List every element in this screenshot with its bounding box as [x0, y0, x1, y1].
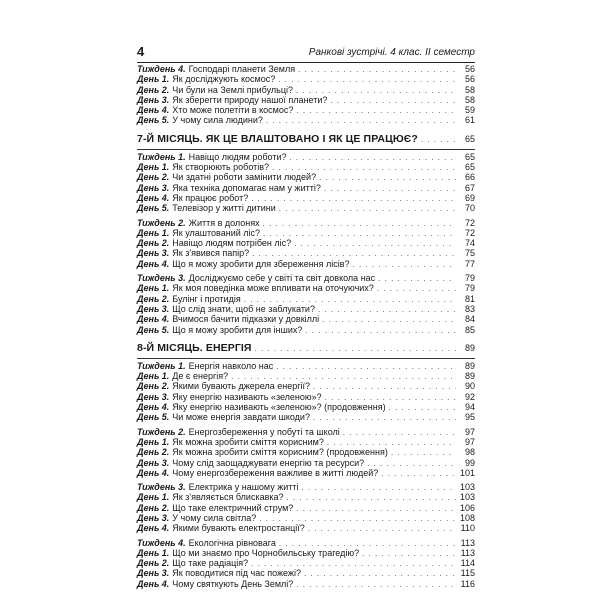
- day-entry: [137, 503, 475, 513]
- day-entry-page: 70: [464, 203, 475, 214]
- day-entry-label: День 4.: [137, 578, 170, 589]
- week-entry-title: Навіщо людям роботи?: [188, 151, 287, 162]
- day-entry: [137, 314, 475, 324]
- day-entry-page: 97: [464, 436, 475, 447]
- day-entry: [137, 468, 475, 478]
- day-entry-page: 113: [460, 547, 475, 558]
- week-entry: [137, 218, 475, 228]
- day-entry-page: 69: [464, 192, 475, 203]
- day-entry-title: Якими бувають джерела енергії?: [172, 381, 311, 392]
- day-entry: [137, 513, 475, 523]
- day-entry-label: День 2.: [137, 558, 170, 569]
- month-title: 7-Й МІСЯЦЬ. ЯК ЦЕ ВЛАШТОВАНО І ЯК ЦЕ ПРАЦЮЄ?: [137, 132, 418, 145]
- leader-dots: [389, 403, 456, 413]
- day-entry-title: Чи здатні роботи замінити людей?: [172, 172, 317, 183]
- week-entry-title: Господарі планети Земля: [188, 64, 296, 74]
- day-entry-title: Що я можу зробити для інших?: [172, 324, 303, 335]
- leader-dots: [294, 239, 456, 249]
- day-entry-label: День 3.: [137, 457, 170, 468]
- day-entry-title: Вчимося бачити підказки у довкіллі: [172, 314, 320, 325]
- day-entry: [137, 85, 475, 95]
- leader-dots: [319, 173, 456, 183]
- week-entry-page: 79: [464, 273, 475, 284]
- leader-dots: [287, 493, 456, 503]
- day-entry-page: 56: [464, 74, 475, 85]
- day-entry: [137, 458, 475, 468]
- leader-dots: [353, 260, 456, 270]
- day-entry-page: 114: [460, 558, 475, 569]
- day-entry-label: День 5.: [137, 115, 170, 126]
- week-entry-page: 113: [460, 537, 475, 548]
- week-entry-page: 103: [459, 482, 475, 493]
- day-entry-page: 84: [464, 314, 475, 325]
- leader-dots: [313, 382, 456, 392]
- day-entry: [137, 437, 475, 447]
- week-entry-title: Екологічна рівновага: [188, 537, 276, 548]
- day-entry-page: 98: [464, 447, 475, 458]
- week-entry-label: Тиждень 2.: [137, 426, 186, 437]
- day-entry-page: 110: [460, 523, 475, 534]
- day-entry-page: 101: [459, 467, 475, 478]
- page-number: 4: [137, 44, 145, 59]
- day-entry-title: Яка техніка допомагає нам у житті?: [172, 182, 321, 193]
- week-entry-label: Тиждень 1.: [137, 151, 186, 162]
- section-divider: [137, 358, 475, 359]
- day-entry-page: 116: [460, 578, 475, 589]
- day-entry-page: 75: [464, 248, 475, 259]
- day-entry-label: День 2.: [137, 172, 170, 183]
- week-entry-title: Енергозбереження у побуті та школі: [188, 426, 340, 437]
- day-entry-label: День 2.: [137, 381, 170, 392]
- day-entry-title: Що ми знаємо про Чорнобильську трагедію?: [172, 547, 360, 558]
- week-entry: [137, 427, 475, 437]
- leader-dots: [298, 65, 456, 75]
- day-entry: [137, 228, 475, 238]
- day-entry: [137, 183, 475, 193]
- day-entry-title: Де є енергія?: [172, 371, 229, 382]
- leader-dots: [362, 549, 456, 559]
- week-entry-label: Тиждень 1.: [137, 360, 186, 371]
- leader-dots: [318, 305, 456, 315]
- day-entry-label: День 5.: [137, 203, 170, 214]
- day-entry: [137, 105, 475, 115]
- day-entry-title: У чому сила світла?: [172, 512, 257, 523]
- day-entry-title: Чи були на Землі прибульці?: [172, 84, 293, 95]
- day-entry-page: 83: [464, 303, 475, 314]
- day-entry-label: День 1.: [137, 371, 170, 382]
- day-entry-label: День 2.: [137, 447, 170, 458]
- day-entry-page: 74: [464, 238, 475, 249]
- day-entry: [137, 325, 475, 335]
- day-entry-title: Як моя поведінка може впливати на оточуючих?: [172, 283, 374, 294]
- leader-dots: [255, 340, 456, 357]
- leader-dots: [296, 106, 456, 116]
- week-entry-label: Тиждень 3.: [137, 273, 186, 284]
- leader-dots: [296, 580, 456, 590]
- day-entry-label: День 3.: [137, 248, 170, 259]
- week-entry-title: Електрика у нашому житті: [188, 482, 299, 493]
- day-entry-title: Як з'являється блискавка?: [172, 492, 284, 503]
- day-entry-label: День 2.: [137, 84, 170, 95]
- week-entry: [137, 538, 475, 548]
- day-entry-title: Що таке електричний струм?: [172, 502, 294, 513]
- day-entry-page: 67: [464, 182, 475, 193]
- day-entry: [137, 95, 475, 105]
- day-entry: [137, 172, 475, 182]
- day-entry-page: 92: [464, 391, 475, 402]
- leader-dots: [378, 274, 456, 284]
- day-entry-page: 61: [464, 115, 475, 126]
- day-entry: [137, 492, 475, 502]
- day-entry: [137, 248, 475, 258]
- day-entry-page: 59: [464, 105, 475, 116]
- day-entry: [137, 412, 475, 422]
- leader-dots: [391, 448, 456, 458]
- day-entry-page: 95: [464, 412, 475, 423]
- day-entry-title: Телевізор у житті дитини: [172, 203, 276, 214]
- day-entry-label: День 3.: [137, 512, 170, 523]
- day-entry-title: Як поводитися під час пожежі?: [172, 568, 301, 579]
- day-entry-page: 103: [459, 492, 475, 503]
- leader-dots: [263, 229, 456, 239]
- month-heading: [137, 131, 475, 148]
- week-entry-page: 72: [464, 217, 475, 228]
- leader-dots: [377, 284, 456, 294]
- leader-dots: [308, 524, 456, 534]
- day-entry-label: День 1.: [137, 492, 170, 503]
- day-entry-label: День 4.: [137, 105, 170, 116]
- day-entry-page: 108: [459, 512, 475, 523]
- day-entry-page: 72: [464, 227, 475, 238]
- day-entry-title: Як створюють роботів?: [172, 162, 270, 173]
- day-entry: [137, 402, 475, 412]
- week-entry: [137, 273, 475, 283]
- day-entry-page: 58: [464, 94, 475, 105]
- month-page: 89: [464, 342, 475, 353]
- day-entry: [137, 548, 475, 558]
- day-entry: [137, 203, 475, 213]
- day-entry-label: День 1.: [137, 227, 170, 238]
- day-entry-title: Як працює робот?: [172, 192, 249, 203]
- week-entry-label: Тиждень 4.: [137, 64, 186, 74]
- week-entry-page: 89: [464, 360, 475, 371]
- month-title: 8-Й МІСЯЦЬ. ЕНЕРГІЯ: [137, 341, 252, 354]
- day-entry-label: День 4.: [137, 258, 170, 269]
- day-entry: [137, 259, 475, 269]
- leader-dots: [305, 326, 456, 336]
- day-entry-title: Як можна зробити сміття корисним? (продовження): [172, 447, 388, 458]
- week-entry-title: Життя в долонях: [188, 217, 260, 228]
- week-entry-label: Тиждень 4.: [137, 537, 186, 548]
- day-entry-label: День 4.: [137, 523, 170, 534]
- day-entry-title: Що я можу зробити для збереження лісів?: [172, 258, 350, 269]
- leader-dots: [279, 204, 456, 214]
- week-entry-page: 97: [464, 426, 475, 437]
- leader-dots: [296, 504, 456, 514]
- leader-dots: [343, 428, 456, 438]
- day-entry-page: 106: [459, 502, 475, 513]
- leader-dots: [421, 131, 456, 148]
- day-entry-label: День 3.: [137, 391, 170, 402]
- day-entry: [137, 523, 475, 533]
- day-entry-title: Як з'явився папір?: [172, 248, 250, 259]
- day-entry-page: 81: [464, 293, 475, 304]
- day-entry-label: День 5.: [137, 412, 170, 423]
- day-entry-label: День 3.: [137, 303, 170, 314]
- day-entry: [137, 74, 475, 84]
- week-entry: [137, 152, 475, 162]
- day-entry-title: Яку енергію називають «зеленою»?: [172, 391, 322, 402]
- month-heading: [137, 340, 475, 357]
- week-entry: [137, 361, 475, 371]
- day-entry-page: 85: [464, 324, 475, 335]
- day-entry-title: Що слід знати, щоб не заблукати?: [172, 303, 315, 314]
- day-entry: [137, 381, 475, 391]
- day-entry: [137, 238, 475, 248]
- table-of-contents: [137, 64, 475, 589]
- day-entry-page: 66: [464, 172, 475, 183]
- day-entry-label: День 2.: [137, 238, 170, 249]
- day-entry-page: 115: [460, 568, 475, 579]
- day-entry: [137, 579, 475, 589]
- day-entry-page: 77: [464, 258, 475, 269]
- day-entry-label: День 1.: [137, 436, 170, 447]
- day-entry-page: 65: [464, 162, 475, 173]
- day-entry-title: Що таке радіація?: [172, 558, 249, 569]
- leader-dots: [330, 96, 456, 106]
- week-entry-title: Енергія навколо нас: [188, 360, 274, 371]
- leader-dots: [251, 194, 456, 204]
- day-entry: [137, 283, 475, 293]
- day-entry-label: День 4.: [137, 467, 170, 478]
- day-entry-title: Яку енергію називають «зеленою»? (продовження): [172, 402, 386, 413]
- day-entry-page: 58: [464, 84, 475, 95]
- day-entry-label: День 3.: [137, 568, 170, 579]
- day-entry-page: 94: [464, 402, 475, 413]
- leader-dots: [276, 362, 456, 372]
- day-entry-label: День 3.: [137, 182, 170, 193]
- day-entry-title: Булінг і протидія: [172, 293, 241, 304]
- day-entry-label: День 2.: [137, 502, 170, 513]
- day-entry-label: День 2.: [137, 293, 170, 304]
- day-entry: [137, 115, 475, 125]
- day-entry: [137, 558, 475, 568]
- day-entry-label: День 1.: [137, 547, 170, 558]
- section-divider: [137, 149, 475, 150]
- day-entry: [137, 371, 475, 381]
- running-title: Ранкові зустрічі. 4 клас. ІІ семестр: [308, 47, 475, 58]
- week-entry-title: Досліджуємо себе у світі та світ довкола нас: [188, 273, 376, 284]
- leader-dots: [324, 184, 456, 194]
- day-entry-page: 90: [464, 381, 475, 392]
- day-entry-page: 99: [464, 457, 475, 468]
- header-divider: [137, 62, 475, 63]
- week-entry-label: Тиждень 3.: [137, 482, 186, 493]
- day-entry: [137, 304, 475, 314]
- day-entry: [137, 447, 475, 457]
- day-entry-title: Чи може енергія завдати шкоди?: [172, 412, 310, 423]
- leader-dots: [367, 459, 456, 469]
- leader-dots: [313, 413, 456, 423]
- day-entry-title: Як улаштований ліс?: [172, 227, 261, 238]
- day-entry-title: У чому сила людини?: [172, 115, 263, 126]
- running-header: [137, 44, 475, 60]
- week-entry-page: 65: [464, 151, 475, 162]
- day-entry: [137, 392, 475, 402]
- leader-dots: [302, 483, 456, 493]
- day-entry: [137, 294, 475, 304]
- day-entry-label: День 3.: [137, 94, 170, 105]
- day-entry-title: Як можна зробити сміття корисним?: [172, 436, 324, 447]
- day-entry-title: Як зберегти природу нашої планети?: [172, 94, 328, 105]
- day-entry-label: День 4.: [137, 314, 170, 325]
- day-entry-title: Чому слід заощаджувати енергію та ресурси?: [172, 457, 365, 468]
- leader-dots: [263, 219, 456, 229]
- day-entry-label: День 1.: [137, 74, 170, 85]
- day-entry-title: Хто може полетіти в космос?: [172, 105, 294, 116]
- day-entry-page: 89: [464, 371, 475, 382]
- week-entry-label: Тиждень 2.: [137, 217, 186, 228]
- leader-dots: [266, 116, 456, 126]
- day-entry-page: 79: [464, 283, 475, 294]
- month-page: 65: [464, 133, 475, 144]
- leader-dots: [322, 315, 456, 325]
- day-entry-title: Навіщо людям потрібен ліс?: [172, 238, 292, 249]
- leader-dots: [278, 75, 456, 85]
- week-entry: [137, 482, 475, 492]
- day-entry: [137, 193, 475, 203]
- week-entry-page: 56: [464, 64, 475, 74]
- week-entry: [137, 64, 475, 74]
- leader-dots: [289, 153, 456, 163]
- day-entry-title: Як досліджують космос?: [172, 74, 276, 85]
- day-entry-label: День 5.: [137, 324, 170, 335]
- day-entry-label: День 4.: [137, 402, 170, 413]
- day-entry-title: Якими бувають електростанції?: [172, 523, 305, 534]
- day-entry-label: День 1.: [137, 283, 170, 294]
- day-entry-title: Чому енергозбереження важливе в житті людей?: [172, 467, 379, 478]
- leader-dots: [381, 469, 456, 479]
- day-entry-label: День 1.: [137, 162, 170, 173]
- day-entry: [137, 568, 475, 578]
- day-entry-label: День 4.: [137, 192, 170, 203]
- leader-dots: [304, 569, 456, 579]
- day-entry: [137, 162, 475, 172]
- day-entry-title: Чому святкують День Землі?: [172, 578, 294, 589]
